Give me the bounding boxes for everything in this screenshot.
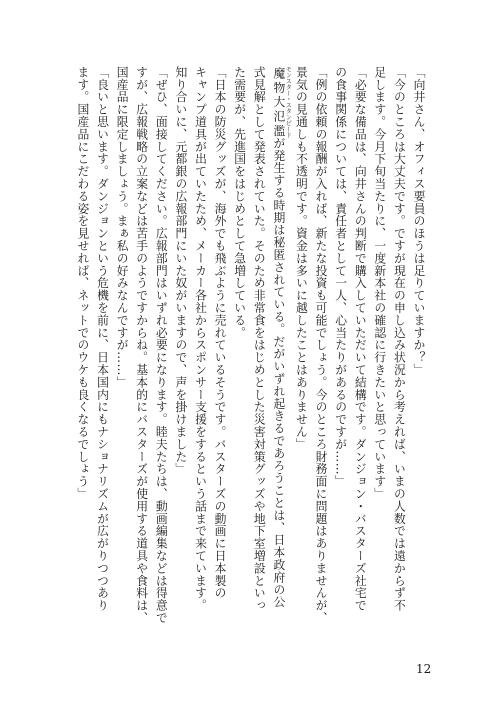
text-line: ます。国産品にこだわる姿を見せれば、ネットでのウケも良くなるでしょう」 xyxy=(75,66,90,500)
text-line: 足します。今月下旬当たりに、一度新本社の確認に行きたいと思っています」 xyxy=(372,66,387,500)
text-line: 「良いと思います。ダンジョンという危機を前に、日本国内にもナショナリズムが広がりつつあり xyxy=(95,66,110,612)
text-line: 「日本の防災グッズが、海外でも飛ぶように売れているそうです。バスターズの動画に日本製の xyxy=(213,66,228,600)
text-line-with-ruby xyxy=(268,66,291,626)
vertical-text-body xyxy=(75,66,428,626)
text-line: 「向井さん、オフィス要員のほうは足りていますか？」 xyxy=(412,66,426,376)
text-line: 式見解として発表されていた。そのため非常食をはじめとした災害対策グッズや地下室増設といっ xyxy=(252,66,267,612)
ruby-word xyxy=(271,66,292,138)
text-line: 「ぜひ、面接してください。広報部門はいずれ必要になります。睦夫たちは、動画編集などは得意で xyxy=(154,66,169,624)
ruby-line-rest: が発生する時期は秘匿されている。だがいずれ起きるであろうことは、日本政府の公 xyxy=(271,137,286,609)
text-line: 「必要な備品は、向井さんの判断で購入していただいて結構です。ダンジョン・バスターズ社宅で xyxy=(353,66,368,612)
ruby-base: 魔物大氾濫 xyxy=(271,66,286,138)
text-line: すが、広報戦略の立案などは苦手のようですからね。基本的にバスターズが使用する道具や食料は、 xyxy=(134,66,149,624)
text-line: キャンプ道具が出ていたため、メーカー各社からスポンサー支援をするという話まで来ています。 xyxy=(193,66,208,612)
text-line: 景気の見通しも不透明です。資金は多いに越したことはありません」 xyxy=(294,66,309,451)
text-line: 「例の依頼の報酬が入れば、新たな投資も可能でしょう。今のところ財務面に問題はありませんが、 xyxy=(314,66,329,624)
text-line: た需要が、先進国をはじめとして急増している。 xyxy=(232,66,247,339)
ruby-reading: モンスター・スタンピード xyxy=(284,66,292,138)
text-line: 知り合いに、元都銀の広報部門にいた奴がいますので、声を掛けました」 xyxy=(173,66,188,476)
text-line: 国産品に限定しましょう。まぁ私の好みなんですが……」 xyxy=(115,66,130,389)
text-line: の食事関係については、責任者として一人、心当たりがあるのですが……」 xyxy=(333,66,348,488)
page-number: 12 xyxy=(416,662,432,676)
text-line: 「今のところは大丈夫です。ですが現在の申し込み状況から考えれば、いまの人数では遠からず不 xyxy=(392,66,407,612)
